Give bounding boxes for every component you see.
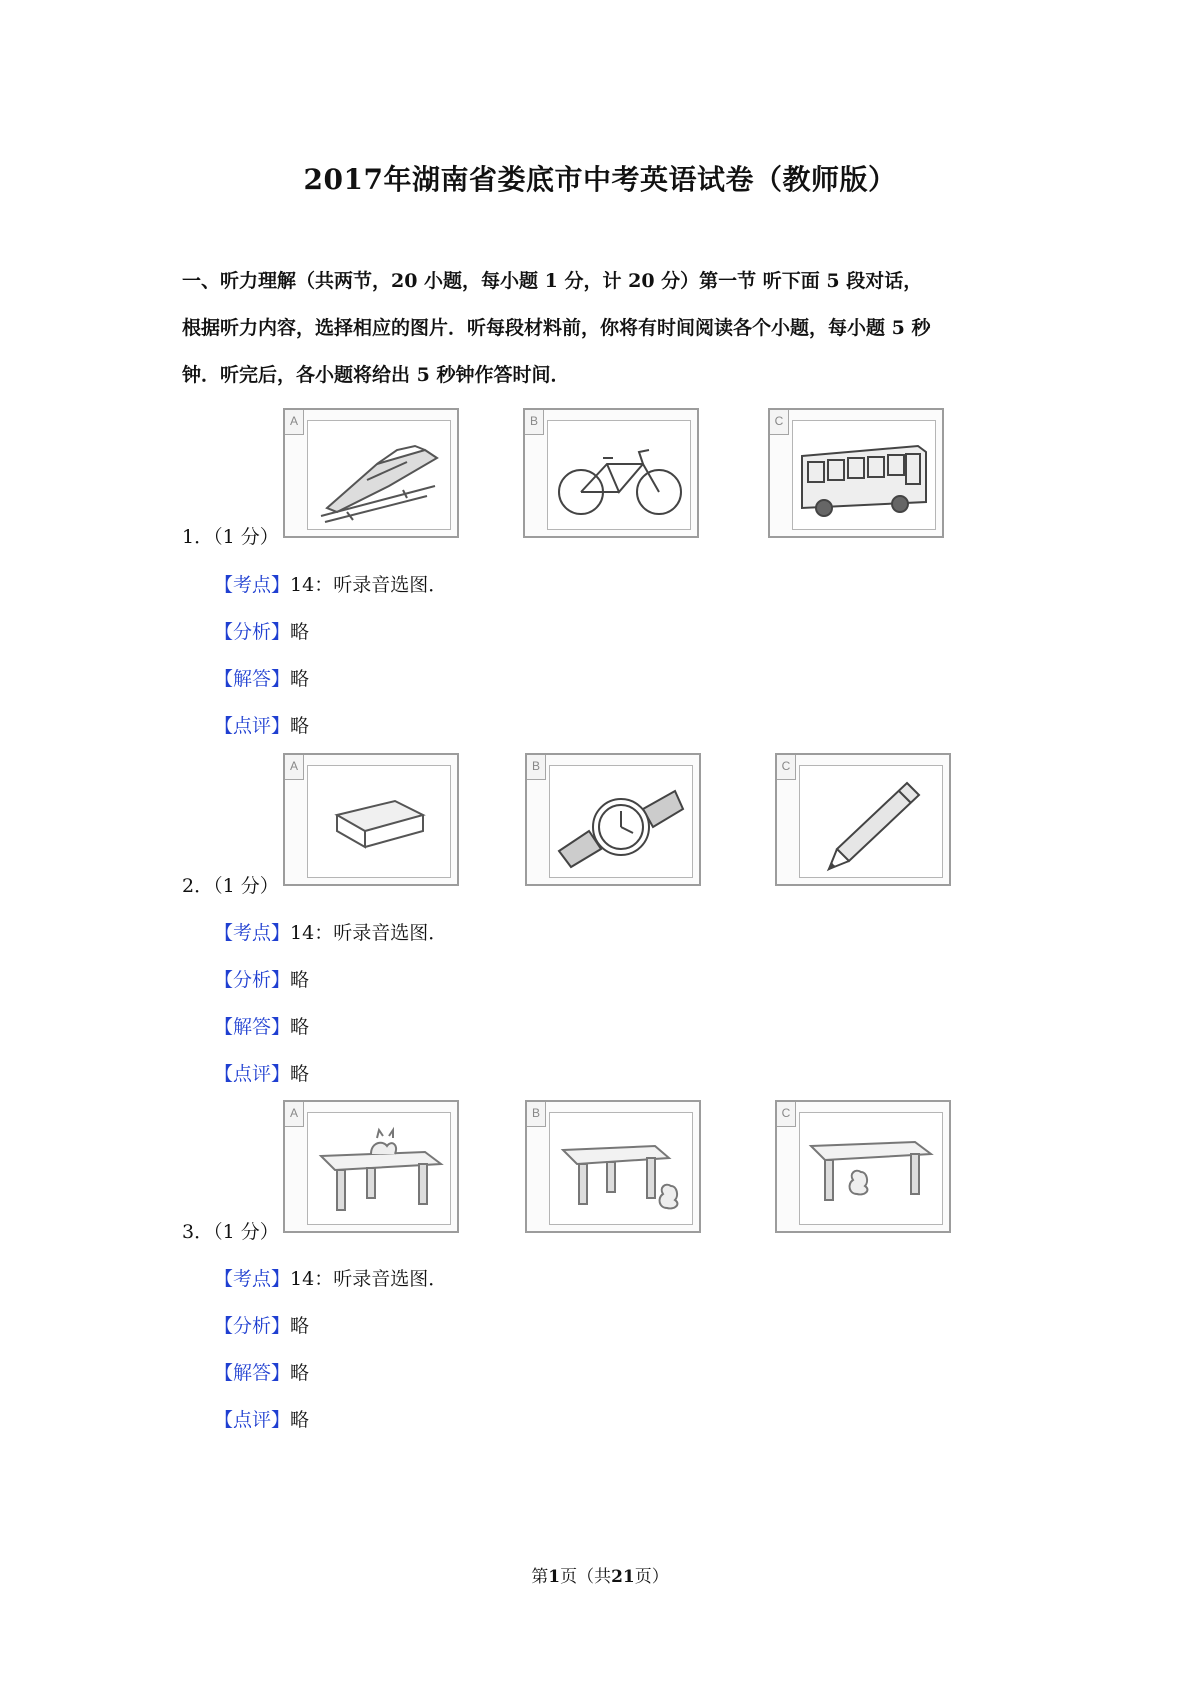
kaodian-row <box>214 570 447 597</box>
kaodian-row <box>214 918 447 945</box>
fenxi-row <box>214 617 309 644</box>
option-picture-3a[interactable] <box>283 1100 459 1233</box>
fenxi-row <box>214 965 309 992</box>
option-label: B <box>527 755 546 780</box>
option-picture-3b[interactable] <box>525 1100 701 1233</box>
page-footer <box>0 1562 1200 1587</box>
jieda-row <box>214 1012 309 1039</box>
fenxi-tag: 【分析】 <box>214 969 291 991</box>
dianping-row <box>214 1059 309 1086</box>
instruction-line: 一、听力理解（共两节，20 小题，每小题 1 分，计 20 分）第一节 听下面 5 段对话， <box>182 270 923 292</box>
current-page: 1 <box>548 1567 561 1587</box>
jieda-tag: 【解答】 <box>214 1362 291 1384</box>
dianping-text: 略 <box>290 1409 310 1431</box>
jieda-tag: 【解答】 <box>214 1016 291 1038</box>
footer-prefix: 第 <box>531 1567 549 1587</box>
motorboat-icon <box>307 420 453 532</box>
instruction-line: 根据听力内容，选择相应的图片．听每段材料前，你将有时间阅读各个小题，每小题 5 秒 <box>182 317 931 339</box>
kaodian-text: 14：听录音选图． <box>290 922 448 944</box>
question-number: 3．（1 分） <box>182 1221 279 1243</box>
document-title: 2017年湖南省娄底市中考英语试卷（教师版） <box>303 163 897 196</box>
jieda-text: 略 <box>290 1362 310 1384</box>
section-instructions <box>182 258 1032 399</box>
option-picture-1c[interactable] <box>768 408 944 538</box>
option-label: C <box>770 410 789 435</box>
question-number: 2．（1 分） <box>182 875 279 897</box>
question-number: 1．（1 分） <box>182 526 279 548</box>
jieda-tag: 【解答】 <box>214 668 291 690</box>
fenxi-tag: 【分析】 <box>214 1315 291 1337</box>
kaodian-tag: 【考点】 <box>214 1268 291 1290</box>
option-picture-3c[interactable] <box>775 1100 951 1233</box>
fenxi-row <box>214 1311 309 1338</box>
option-label: B <box>527 1102 546 1127</box>
option-picture-2c[interactable] <box>775 753 951 886</box>
kaodian-text: 14：听录音选图． <box>290 1268 448 1290</box>
footer-middle: 页（共 <box>560 1567 612 1587</box>
option-picture-1a[interactable] <box>283 408 459 538</box>
kaodian-row <box>214 1264 447 1291</box>
option-label: A <box>285 410 304 435</box>
watch-icon <box>549 765 695 879</box>
dianping-text: 略 <box>290 715 310 737</box>
instruction-line: 钟．听完后，各小题将给出 5 秒钟作答时间． <box>182 364 570 386</box>
jieda-row <box>214 1358 309 1385</box>
dianping-tag: 【点评】 <box>214 1063 291 1085</box>
option-label: C <box>777 755 796 780</box>
option-picture-2a[interactable] <box>283 753 459 886</box>
dianping-tag: 【点评】 <box>214 1409 291 1431</box>
eraser-icon <box>307 765 453 879</box>
cat-beside-table-icon <box>549 1112 695 1226</box>
bicycle-icon <box>547 420 693 532</box>
cat-on-table-icon <box>307 1112 453 1226</box>
option-picture-1b[interactable] <box>523 408 699 538</box>
jieda-text: 略 <box>290 1016 310 1038</box>
option-label: A <box>285 1102 304 1127</box>
dianping-row <box>214 711 309 738</box>
dianping-tag: 【点评】 <box>214 715 291 737</box>
pencil-icon <box>799 765 945 879</box>
kaodian-text: 14：听录音选图． <box>290 574 448 596</box>
fenxi-text: 略 <box>290 969 310 991</box>
kaodian-tag: 【考点】 <box>214 574 291 596</box>
dianping-row <box>214 1405 309 1432</box>
option-label: C <box>777 1102 796 1127</box>
fenxi-tag: 【分析】 <box>214 621 291 643</box>
footer-suffix: 页） <box>634 1567 669 1587</box>
cat-under-table-icon <box>799 1112 945 1226</box>
option-label: B <box>525 410 544 435</box>
jieda-text: 略 <box>290 668 310 690</box>
dianping-text: 略 <box>290 1063 310 1085</box>
fenxi-text: 略 <box>290 1315 310 1337</box>
jieda-row <box>214 664 309 691</box>
kaodian-tag: 【考点】 <box>214 922 291 944</box>
bus-icon <box>792 420 938 532</box>
option-picture-2b[interactable] <box>525 753 701 886</box>
fenxi-text: 略 <box>290 621 310 643</box>
option-label: A <box>285 755 304 780</box>
total-pages: 21 <box>611 1567 635 1587</box>
